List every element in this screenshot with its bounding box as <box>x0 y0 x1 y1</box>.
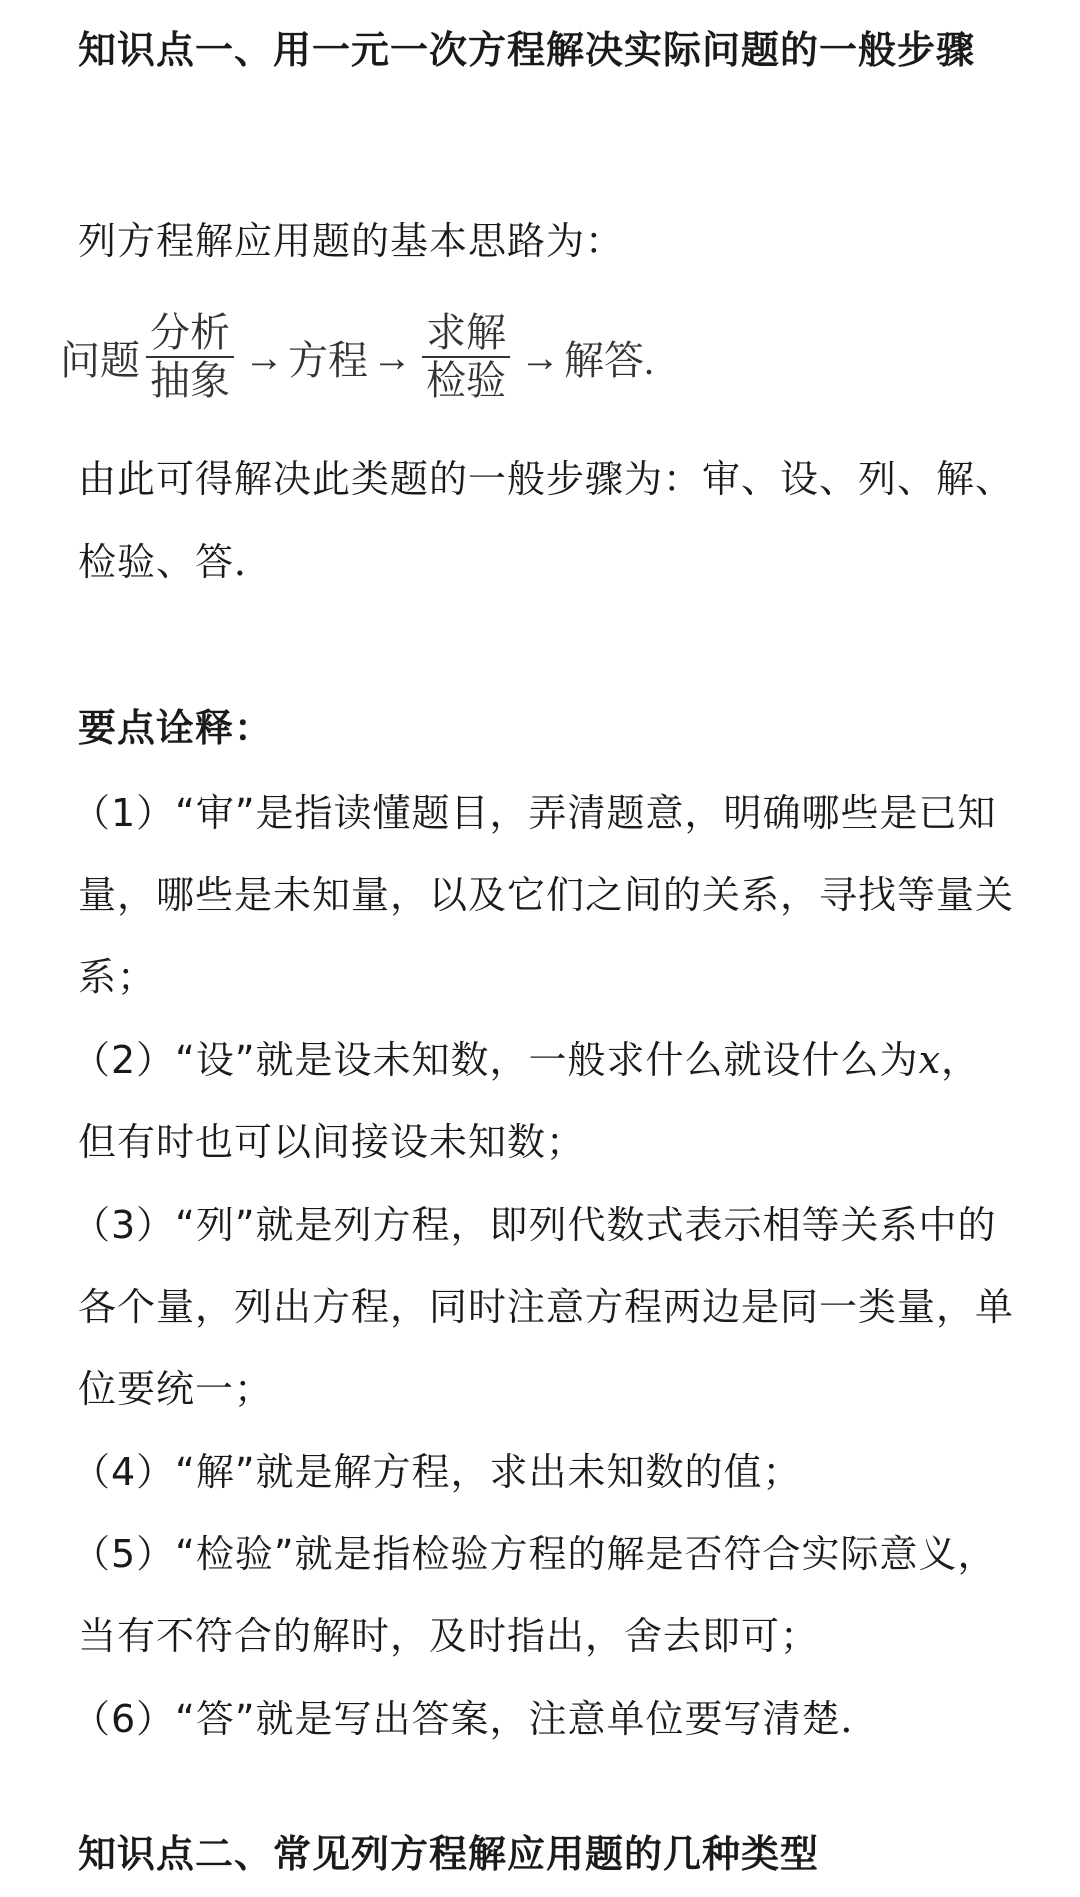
section1-summary: 由此可得解决此类题的一般步骤为：审、设、列、解、检验、答． <box>78 457 1015 584</box>
right-arrow-icon: → <box>520 334 560 380</box>
note-item-6: （6）“答”就是写出答案，注意单位要写清楚． <box>72 1697 880 1741</box>
section2-title: 知识点二、常见列方程解应用题的几种类型 <box>78 1832 820 1876</box>
note-item-4: （4）“解”就是解方程，求出未知数的值； <box>72 1450 802 1494</box>
section1-title: 知识点一、用一元一次方程解决实际问题的一般步骤 <box>78 28 976 72</box>
flow-fraction-solve <box>422 310 510 404</box>
flow-fraction-analyze <box>146 310 234 404</box>
solution-flow-diagram <box>60 302 654 412</box>
note-item-2-after: ，但有时也可以间接设未知数； <box>78 1038 981 1164</box>
flow-start: 问题 <box>60 337 140 383</box>
flow-step2-top: 求解 <box>426 310 506 355</box>
flow-step2-bottom: 检验 <box>426 358 506 403</box>
note-item-2-before: （2）“设”就是设未知数，一般求什么就设什么为 <box>72 1038 919 1082</box>
section1-intro: 列方程解应用题的基本思路为： <box>78 219 625 263</box>
notes-title: 要点诠释： <box>78 706 274 750</box>
note-item-3: （3）“列”就是列方程，即列代数式表示相等关系中的各个量，列出方程，同时注意方程两边是同一类量，单位要统一； <box>72 1203 1015 1411</box>
note-item-2 <box>72 1019 1018 1183</box>
flow-step1-top: 分析 <box>150 310 230 355</box>
flow-end: 解答. <box>564 337 654 383</box>
right-arrow-icon: → <box>372 334 412 380</box>
flow-middle: 方程 <box>288 337 368 383</box>
variable-x: x <box>918 1038 941 1082</box>
note-item-1: （1）“审”是指读懂题目，弄清题意，明确哪些是已知量，哪些是未知量，以及它们之间的关系，寻找等量关系； <box>72 791 1015 999</box>
note-item-5: （5）“检验”就是指检验方程的解是否符合实际意义，当有不符合的解时，及时指出，舍去即可； <box>72 1532 997 1658</box>
flow-step1-bottom: 抽象 <box>150 358 230 403</box>
right-arrow-icon: → <box>244 334 284 380</box>
